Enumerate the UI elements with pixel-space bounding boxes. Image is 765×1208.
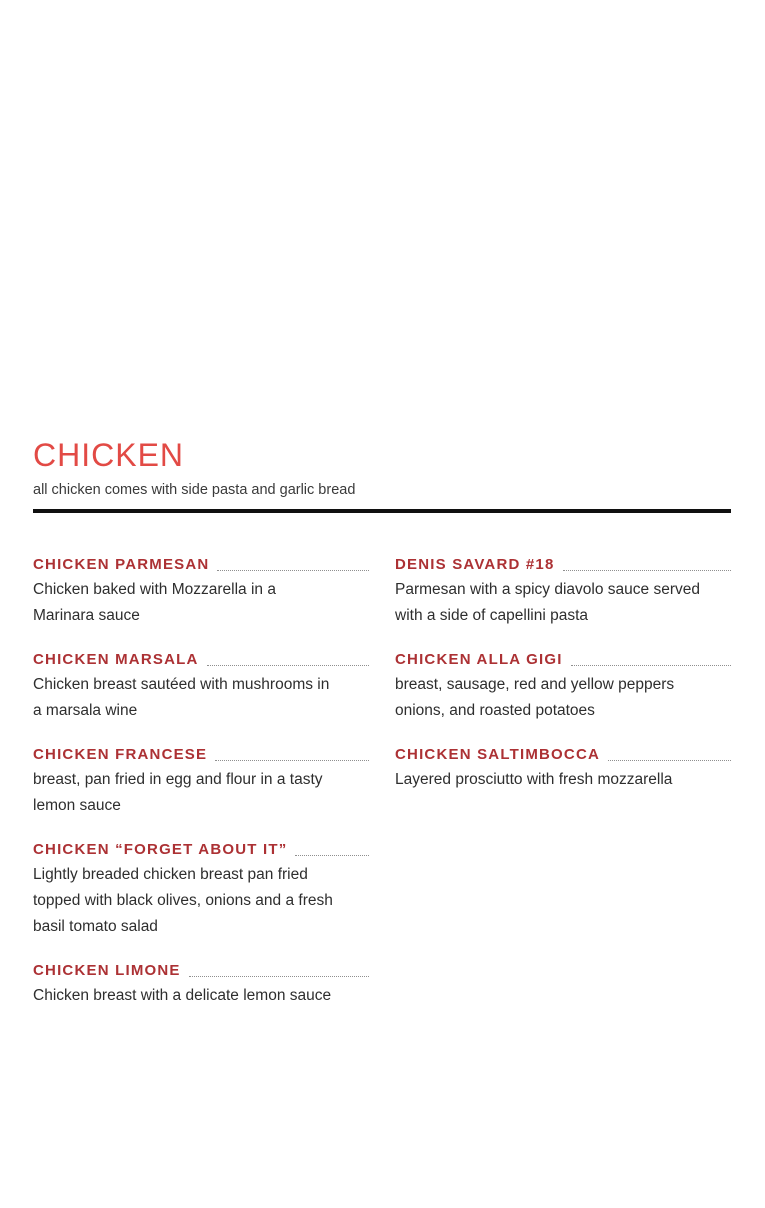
menu-item-name: CHICKEN FRANCESE xyxy=(33,746,208,763)
menu-item-header xyxy=(395,745,731,765)
menu-item xyxy=(33,840,369,940)
menu-item-description xyxy=(33,672,369,724)
menu-item-header xyxy=(33,555,369,575)
menu-column-right xyxy=(395,555,731,1030)
description-line: Lightly breaded chicken breast pan fried xyxy=(33,866,308,883)
dotted-leader xyxy=(563,570,731,571)
menu-item-description xyxy=(33,767,369,819)
menu-columns xyxy=(33,555,731,1030)
menu-item-description xyxy=(33,862,369,940)
menu-column-left xyxy=(33,555,369,1030)
menu-item-header xyxy=(33,650,369,670)
description-line: Layered prosciutto with fresh mozzarella xyxy=(395,771,673,788)
description-line: Chicken breast sautéed with mushrooms in xyxy=(33,676,330,693)
dotted-leader xyxy=(207,665,370,666)
description-line: topped with black olives, onions and a fresh xyxy=(33,892,333,909)
section-divider xyxy=(33,509,731,513)
menu-item-description xyxy=(33,577,369,629)
description-line: Parmesan with a spicy diavolo sauce served xyxy=(395,581,700,598)
description-line: breast, sausage, red and yellow peppers xyxy=(395,676,675,693)
menu-item-header xyxy=(33,961,369,981)
menu-item-header xyxy=(33,745,369,765)
menu-item-header xyxy=(395,555,731,575)
description-line: Chicken breast with a delicate lemon sauce xyxy=(33,987,332,1004)
menu-item-name: CHICKEN LIMONE xyxy=(33,962,181,979)
dotted-leader xyxy=(189,976,369,977)
menu-item-name: CHICKEN SALTIMBOCCA xyxy=(395,746,601,763)
section-subtitle: all chicken comes with side pasta and garlic bread xyxy=(33,482,356,498)
menu-item xyxy=(395,555,731,629)
section-title: CHICKEN xyxy=(33,437,185,473)
menu-item-header xyxy=(33,840,369,860)
dotted-leader xyxy=(571,665,731,666)
menu-item-name: CHICKEN MARSALA xyxy=(33,651,199,668)
menu-item-name: CHICKEN PARMESAN xyxy=(33,556,210,573)
menu-item-description xyxy=(395,767,731,793)
menu-item-header xyxy=(395,650,731,670)
description-line: Chicken baked with Mozzarella in a xyxy=(33,581,276,598)
description-line: onions, and roasted potatoes xyxy=(395,702,595,719)
dotted-leader xyxy=(608,760,731,761)
dotted-leader xyxy=(217,570,369,571)
description-line: lemon sauce xyxy=(33,797,121,814)
menu-item xyxy=(33,745,369,819)
menu-item-description xyxy=(33,983,369,1009)
dotted-leader xyxy=(215,760,369,761)
menu-item-description xyxy=(395,672,731,724)
menu-item xyxy=(395,745,731,793)
description-line: basil tomato salad xyxy=(33,918,158,935)
menu-item-description xyxy=(395,577,731,629)
menu-item-name: DENIS SAVARD #18 xyxy=(395,556,555,573)
description-line: a marsala wine xyxy=(33,702,138,719)
dotted-leader xyxy=(295,855,369,856)
menu-item-name: CHICKEN ALLA GIGI xyxy=(395,651,563,668)
menu-item xyxy=(33,555,369,629)
menu-item-name: CHICKEN “FORGET ABOUT IT” xyxy=(33,841,288,858)
description-line: with a side of capellini pasta xyxy=(395,607,589,624)
description-line: breast, pan fried in egg and flour in a tasty xyxy=(33,771,323,788)
description-line: Marinara sauce xyxy=(33,607,140,624)
menu-item xyxy=(33,961,369,1009)
menu-item xyxy=(395,650,731,724)
menu-item xyxy=(33,650,369,724)
